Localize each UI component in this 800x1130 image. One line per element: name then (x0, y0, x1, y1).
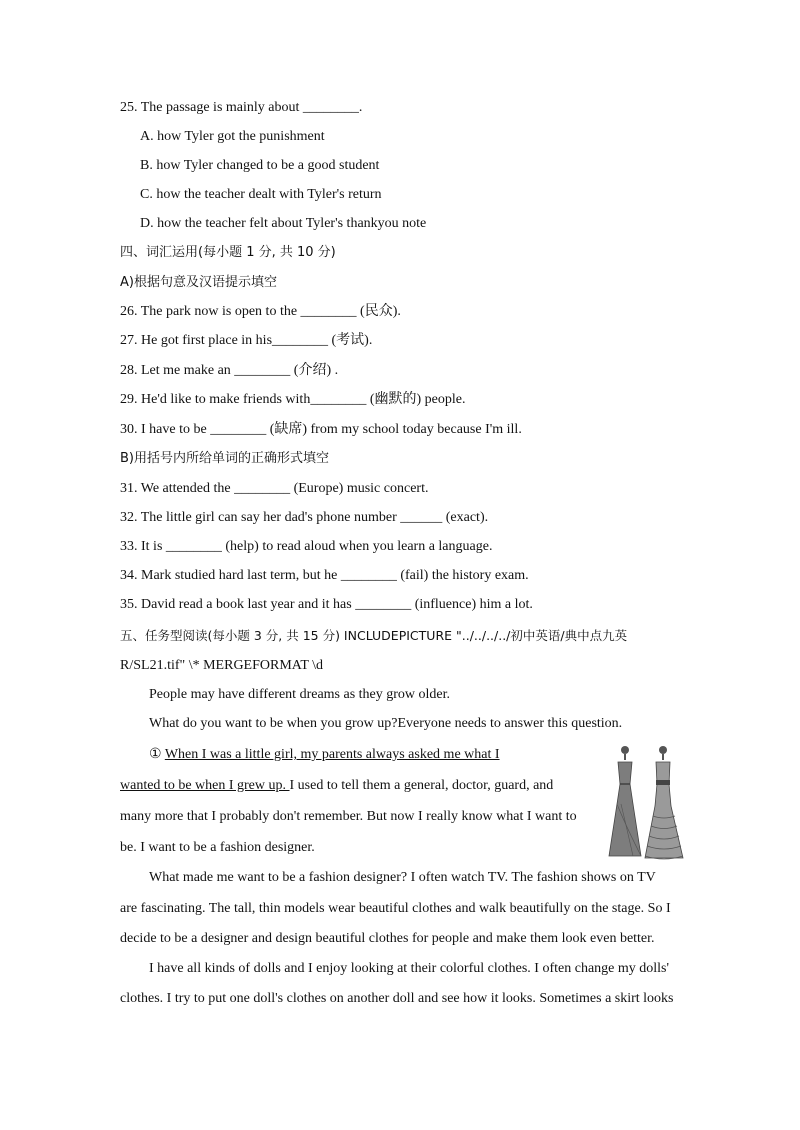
section5-heading: 五、任务型阅读(每小题 3 分, 共 15 分) INCLUDEPICTURE "../../../../初中英语/典中点九英 (120, 628, 628, 643)
passage-p4-line2: are fascinating. The tall, thin models wear beautiful clothes and walk beautifully on the stage. So I (120, 901, 671, 916)
item-32: 32. The little girl can say her dad's phone number ______ (exact). (120, 510, 489, 525)
passage-p3-line4: be. I want to be a fashion designer. (120, 840, 315, 855)
item-28: 28. Let me make an ________ (介绍) . (120, 363, 339, 378)
item-31: 31. We attended the ________ (Europe) music concert. (120, 481, 429, 496)
item-26: 26. The park now is open to the ________ (民众). (120, 304, 401, 319)
passage-p4-line3: decide to be a designer and design beautiful clothes for people and make them look even better. (120, 931, 655, 946)
section4-part-b: B)用括号内所给单词的正确形式填空 (120, 451, 329, 466)
q25-option-b: B. how Tyler changed to be a good student (140, 158, 380, 173)
section5-heading-cont: R/SL21.tif" \* MERGEFORMAT \d (120, 658, 324, 673)
q25-stem: 25. The passage is mainly about ________. (120, 100, 363, 115)
item-27: 27. He got first place in his________ (考试). (120, 333, 373, 348)
dress-mannequins-illustration (603, 744, 689, 864)
passage-p2: What do you want to be when you grow up?Everyone needs to answer this question. (149, 716, 623, 731)
passage-p3-line2-rest: I used to tell them a general, doctor, guard, and (289, 778, 554, 793)
right-dress-figure (645, 746, 683, 859)
passage-p3-line2 (120, 777, 553, 795)
item-29: 29. He'd like to make friends with________ (幽默的) people. (120, 392, 466, 407)
item-35: 35. David read a book last year and it has ________ (influence) him a lot. (120, 597, 533, 612)
q25-option-c: C. how the teacher dealt with Tyler's return (140, 187, 382, 202)
passage-p4-line1: What made me want to be a fashion designer? I often watch TV. The fashion shows on TV (149, 870, 656, 885)
circled-number-marker: ① (149, 747, 162, 762)
passage-p3-line1 (149, 746, 500, 764)
left-dress-figure (609, 746, 641, 856)
passage-p5-line1: I have all kinds of dolls and I enjoy looking at their colorful clothes. I often change my dolls' (149, 961, 670, 976)
section4-part-a: A)根据句意及汉语提示填空 (120, 275, 277, 290)
underlined-sentence-part1: When I was a little girl, my parents always asked me what I (164, 747, 500, 762)
q25-option-d: D. how the teacher felt about Tyler's thankyou note (140, 216, 427, 231)
passage-p3-line3: many more that I probably don't remember. But now I really know what I want to (120, 809, 577, 824)
passage-p5-line2: clothes. I try to put one doll's clothes on another doll and see how it looks. Sometimes a skirt looks (120, 991, 674, 1006)
underlined-sentence-part2: wanted to be when I grew up. (120, 778, 290, 793)
item-34: 34. Mark studied hard last term, but he ________ (fail) the history exam. (120, 568, 529, 583)
item-33: 33. It is ________ (help) to read aloud when you learn a language. (120, 539, 493, 554)
q25-option-a: A. how Tyler got the punishment (140, 129, 325, 144)
section4-heading: 四、词汇运用(每小题 1 分, 共 10 分) (120, 245, 336, 260)
passage-p1: People may have different dreams as they grow older. (149, 687, 451, 702)
item-30: 30. I have to be ________ (缺席) from my school today because I'm ill. (120, 422, 522, 437)
